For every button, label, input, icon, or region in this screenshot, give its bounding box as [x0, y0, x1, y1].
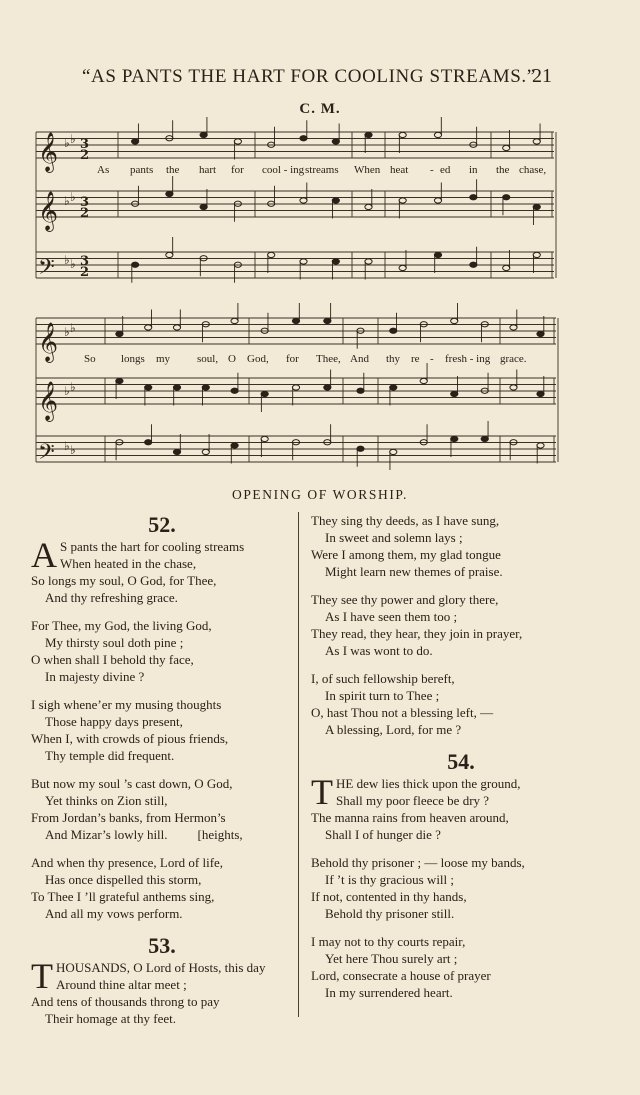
- time-signature-icon: 2: [80, 148, 90, 163]
- lyric-syllable: ed: [440, 164, 451, 176]
- lyric-syllable: pants: [130, 164, 154, 176]
- lyric-syllable: my: [156, 353, 171, 365]
- note-head: [533, 204, 540, 209]
- hymn54-stanza-1: [311, 772, 611, 843]
- flat-icon: ♭: [64, 253, 70, 267]
- note-head: [390, 385, 397, 390]
- verse-line: Lord, consecrate a house of prayer: [311, 968, 491, 983]
- lyric-syllable: heat: [390, 164, 409, 176]
- drop-cap: T: [31, 956, 53, 996]
- running-title: “AS PANTS THE HART FOR COOLING STREAMS.”: [82, 66, 536, 87]
- note-head: [510, 325, 517, 330]
- drop-cap: T: [311, 772, 333, 812]
- bass-clef-icon: 𝄢: [38, 440, 55, 470]
- verse-line: Might learn new themes of praise.: [325, 564, 503, 579]
- note-head: [116, 331, 123, 336]
- verse-line: S pants the hart for cooling streams: [60, 539, 245, 554]
- treble-clef-icon: 𝄞: [38, 191, 59, 231]
- verse-line: As I was wont to do.: [325, 643, 433, 658]
- verse-line: Those happy days present,: [45, 714, 183, 729]
- verse-line: Shall I of hunger die ?: [325, 827, 441, 842]
- note-head: [300, 259, 307, 264]
- right-column: [311, 512, 611, 1012]
- verse-line: And all my vows perform.: [45, 906, 183, 921]
- lyric-syllable: chase,: [519, 164, 547, 176]
- note-head: [324, 318, 331, 323]
- lyric-syllable: longs: [121, 353, 145, 365]
- hymn53-stanza-1: [31, 956, 293, 1027]
- hymn52-stanza-2: [31, 617, 293, 685]
- lyric-syllable: for: [286, 353, 299, 365]
- verse-line: When I, with crowds of pious friends,: [31, 731, 229, 746]
- verse-line: They sing thy deeds, as I have sung,: [311, 513, 500, 528]
- hymn52-stanza-3: [31, 696, 293, 764]
- verse-line: Yet thinks on Zion still,: [45, 793, 168, 808]
- note-head: [451, 436, 458, 441]
- verse-line: For Thee, my God, the living God,: [31, 618, 212, 633]
- hymn53-stanza-2: [311, 512, 611, 580]
- flat-icon: ♭: [70, 321, 76, 335]
- note-head: [451, 318, 458, 323]
- note-head: [537, 391, 544, 396]
- verse-line: The manna rains from heaven around,: [311, 810, 509, 825]
- treble-clef-icon: 𝄞: [38, 132, 59, 172]
- lyric-syllable: As: [97, 164, 110, 176]
- verse-line: So longs my soul, O God, for Thee,: [31, 573, 217, 588]
- note-head: [173, 385, 180, 390]
- verse-line: From Jordan’s banks, from Hermon’s: [31, 810, 226, 825]
- verse-line: And tens of thousands throng to pay: [31, 994, 220, 1009]
- verse-line: But now my soul ’s cast down, O God,: [31, 776, 233, 791]
- verse-line: HOUSANDS, O Lord of Hosts, this day: [56, 960, 266, 975]
- flat-icon: ♭: [64, 194, 70, 208]
- hymn-number-52: 52.: [148, 512, 176, 537]
- verse-line: And when thy presence, Lord of life,: [31, 855, 224, 870]
- verse-line: They read, they hear, they join in prayer,: [311, 626, 523, 641]
- note-head: [365, 204, 372, 209]
- verse-line: If not, contented in thy hands,: [311, 889, 467, 904]
- note-head: [292, 318, 299, 323]
- note-head: [365, 259, 372, 264]
- note-head: [234, 139, 241, 144]
- lyric-syllable: So: [84, 353, 96, 365]
- verse-line: I sigh whene’er my musing thoughts: [31, 697, 222, 712]
- column-divider: [298, 512, 299, 1017]
- verse-line: I, of such fellowship bereft,: [311, 671, 455, 686]
- verse-line: They see thy power and glory there,: [311, 592, 499, 607]
- lyric-syllable: soul,: [197, 353, 219, 365]
- flat-icon: ♭: [64, 325, 70, 339]
- note-head: [399, 265, 406, 270]
- verse-line: HE dew lies thick upon the ground,: [336, 776, 521, 791]
- hymn52-stanza-4: [31, 775, 293, 843]
- clefs: [38, 132, 58, 470]
- note-head: [166, 191, 173, 196]
- note-head: [503, 265, 510, 270]
- time-signature-icon: 3: [80, 137, 90, 152]
- note-head: [434, 198, 441, 203]
- note-head: [145, 325, 152, 330]
- note-head: [200, 132, 207, 137]
- note-head: [434, 252, 441, 257]
- treble-clef-icon: 𝄞: [38, 322, 59, 362]
- note-head: [332, 259, 339, 264]
- note-head: [202, 449, 209, 454]
- note-head: [420, 378, 427, 383]
- note-head: [470, 262, 477, 267]
- verse-line: Behold thy prisoner still.: [325, 906, 455, 921]
- note-head: [324, 385, 331, 390]
- verse-line: Shall my poor fleece be dry ?: [336, 793, 490, 808]
- staff-lines: [36, 132, 558, 462]
- verse-line: Has once dispelled this storm,: [45, 872, 202, 887]
- note-head: [481, 436, 488, 441]
- note-head: [132, 262, 139, 267]
- time-signature-icon: 3: [80, 254, 90, 269]
- verse-line-turnover: [heights,: [197, 827, 243, 842]
- note-head: [470, 195, 477, 200]
- hymn52-stanza-1: [31, 535, 293, 606]
- verse-line: Thy temple did frequent.: [45, 748, 175, 763]
- time-signature-icon: 2: [80, 265, 90, 280]
- flat-icon: ♭: [70, 257, 76, 271]
- note-head: [231, 443, 238, 448]
- left-column: [31, 512, 293, 1038]
- flat-icon: ♭: [64, 439, 70, 453]
- time-signature-icon: 3: [80, 195, 90, 210]
- lyric-syllable: And: [350, 353, 369, 365]
- verse-line: In spirit turn to Thee ;: [325, 688, 440, 703]
- note-head: [145, 440, 152, 445]
- note-head: [503, 145, 510, 150]
- note-head: [510, 385, 517, 390]
- hymn54-stanza-3: [311, 933, 611, 1001]
- note-head: [399, 198, 406, 203]
- verse-line: Yet here Thou surely art ;: [325, 951, 458, 966]
- lyric-syllable: thy: [386, 353, 401, 365]
- time-signature-icon: 2: [80, 206, 90, 221]
- lyric-syllable: re: [411, 353, 420, 365]
- lyric-syllable: in: [469, 164, 478, 176]
- verse-line: To Thee I ’ll grateful anthems sing,: [31, 889, 215, 904]
- flat-icon: ♭: [70, 132, 76, 146]
- hymn52-stanza-5: [31, 854, 293, 922]
- tune-meter: C. M.: [299, 101, 341, 117]
- hymn53-stanza-4: [311, 670, 611, 738]
- note-head: [116, 378, 123, 383]
- lyric-syllable: the: [496, 164, 510, 176]
- note-head: [537, 443, 544, 448]
- verse-line: A blessing, Lord, for me ?: [325, 722, 462, 737]
- flat-icon: ♭: [64, 384, 70, 398]
- note-head: [503, 195, 510, 200]
- lyric-syllable: -: [430, 164, 434, 176]
- note-head: [365, 132, 372, 137]
- bass-clef-icon: 𝄢: [38, 255, 55, 285]
- note-head: [132, 139, 139, 144]
- flat-icon: ♭: [64, 136, 70, 150]
- verse-line: O when shall I behold thy face,: [31, 652, 194, 667]
- verse-line: Around thine altar meet ;: [56, 977, 187, 992]
- drop-cap: A: [31, 535, 57, 575]
- note-head: [533, 252, 540, 257]
- lyric-syllable: -: [430, 353, 434, 365]
- verse-line: [31, 826, 293, 843]
- note-head: [202, 385, 209, 390]
- note-head: [292, 385, 299, 390]
- lyric-syllable: God,: [247, 353, 269, 365]
- lyric-syllable: O: [228, 353, 236, 365]
- note-head: [434, 132, 441, 137]
- lyric-syllable: streams: [305, 164, 339, 176]
- hymn54-stanza-2: [311, 854, 611, 922]
- verse-line: O, hast Thou not a blessing left, —: [311, 705, 494, 720]
- note-head: [166, 252, 173, 257]
- verse-line: In my surrendered heart.: [325, 985, 453, 1000]
- verse-line: In sweet and solemn lays ;: [325, 530, 463, 545]
- note-head: [332, 198, 339, 203]
- note-head: [537, 331, 544, 336]
- lyric-syllable: for: [231, 164, 244, 176]
- note-head: [357, 388, 364, 393]
- flat-icon: ♭: [70, 443, 76, 457]
- lyric-syllable: cool - ing: [262, 164, 305, 176]
- verse-line: And thy refreshing grace.: [45, 590, 178, 605]
- hymn53-stanza-3: [311, 591, 611, 659]
- note-head: [173, 325, 180, 330]
- verse-line: I may not to thy courts repair,: [311, 934, 466, 949]
- note-head: [300, 136, 307, 141]
- note-head: [145, 385, 152, 390]
- note-head: [231, 318, 238, 323]
- note-head: [300, 198, 307, 203]
- lyric-syllable: grace.: [500, 353, 527, 365]
- music-score: [0, 0, 640, 480]
- note-head: [533, 139, 540, 144]
- verse-line: As I have seen them too ;: [325, 609, 458, 624]
- lyric-syllable: Thee,: [316, 353, 341, 365]
- note-head: [451, 391, 458, 396]
- note-head: [200, 204, 207, 209]
- verse-line: When heated in the chase,: [60, 556, 197, 571]
- lyric-syllable: fresh - ing: [445, 353, 491, 365]
- note-head: [390, 449, 397, 454]
- treble-clef-icon: 𝄞: [38, 381, 59, 421]
- section-title: OPENING OF WORSHIP.: [231, 487, 409, 502]
- note-head: [261, 391, 268, 396]
- lyric-syllable: hart: [199, 164, 217, 176]
- note-head: [261, 436, 268, 441]
- note-head: [390, 328, 397, 333]
- note-head: [357, 446, 364, 451]
- verse-line: In majesty divine ?: [45, 669, 145, 684]
- flat-icon: ♭: [70, 190, 76, 204]
- hymn-number-53: 53.: [148, 933, 176, 958]
- verse-line: Behold thy prisoner ; — loose my bands,: [311, 855, 525, 870]
- verse-line: If ’t is thy gracious will ;: [325, 872, 455, 887]
- lyric-syllable: the: [166, 164, 180, 176]
- note-head: [332, 139, 339, 144]
- verse-line: My thirsty soul doth pine ;: [45, 635, 184, 650]
- flat-icon: ♭: [70, 380, 76, 394]
- hymn-number-54: 54.: [447, 749, 475, 774]
- note-head: [268, 252, 275, 257]
- lyric-syllable: When: [354, 164, 381, 176]
- note-head: [399, 132, 406, 137]
- verse-line: Were I among them, my glad tongue: [311, 547, 501, 562]
- note-head: [231, 388, 238, 393]
- key-and-time-signatures: [64, 132, 89, 457]
- verse-line-text: And Mizar’s lowly hill.: [45, 827, 168, 842]
- verse-line: Their homage at thy feet.: [45, 1011, 177, 1026]
- note-head: [173, 449, 180, 454]
- page-number: 21: [532, 65, 552, 87]
